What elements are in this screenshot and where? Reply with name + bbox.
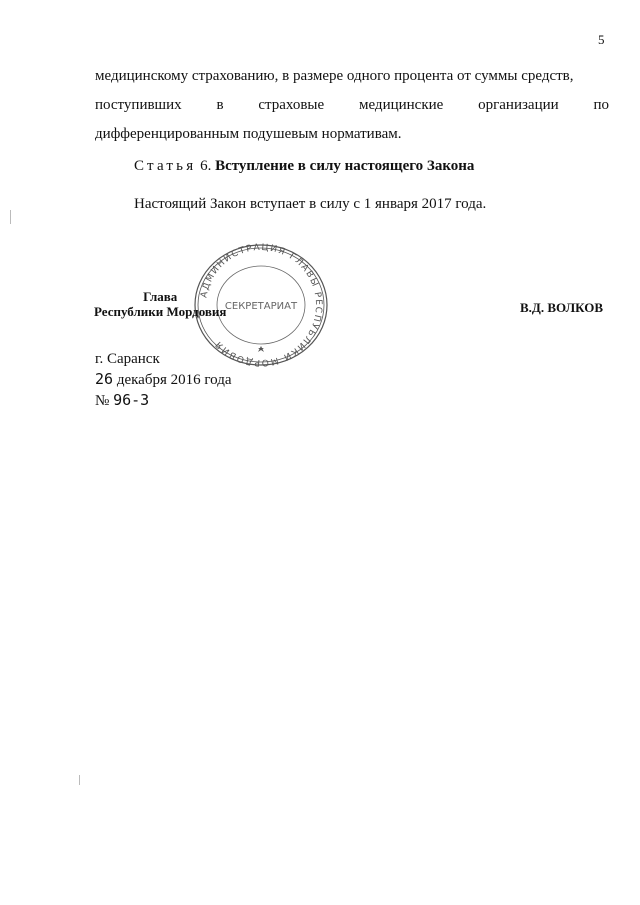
- body-line-2: [95, 91, 609, 120]
- signatory-name: В.Д. ВОЛКОВ: [520, 300, 604, 315]
- body-word: по: [593, 97, 609, 113]
- signatory-title-line-2: Республики Мордовия: [94, 304, 227, 319]
- body-word: в: [216, 97, 224, 113]
- body-word: медицинские: [358, 97, 444, 113]
- date-rest: декабря 2016 года: [116, 372, 232, 388]
- number-label: №: [95, 393, 110, 409]
- body-line-3: дифференцированным подушевым нормативам.: [95, 126, 402, 142]
- body-word: страховые: [258, 97, 325, 113]
- signatory-title: [94, 289, 226, 319]
- scan-artifact: [10, 210, 11, 224]
- body-line-1: медицинскому страхованию, в размере одного процента от суммы средств,: [95, 68, 574, 84]
- article-heading: [134, 158, 474, 175]
- document-footer: [95, 349, 232, 411]
- law-number: [95, 390, 232, 411]
- stamp-center-text: СЕКРЕТАРИАТ: [224, 301, 298, 312]
- stamp-outer-text: АДМИНИСТРАЦИЯ ГЛАВЫ РЕСПУБЛИКИ МОРДОВИЯ: [199, 242, 324, 368]
- article-text: Настоящий Закон вступает в силу с 1 января 2017 года.: [134, 196, 487, 212]
- date-day: 26: [95, 370, 114, 388]
- article-title: Вступление в силу настоящего Закона: [215, 158, 475, 174]
- article-number: 6.: [200, 158, 212, 174]
- number-value: 96-З: [113, 391, 150, 409]
- body-word: организации: [478, 97, 559, 113]
- body-paragraph: [95, 62, 609, 149]
- page-number: 5: [598, 32, 605, 47]
- date: [95, 369, 232, 390]
- signatory-title-line-1: Глава: [143, 289, 178, 304]
- article-prefix: Статья: [134, 158, 197, 174]
- scan-artifact: [79, 775, 80, 785]
- body-word: поступивших: [95, 97, 182, 113]
- city: г. Саранск: [95, 351, 160, 367]
